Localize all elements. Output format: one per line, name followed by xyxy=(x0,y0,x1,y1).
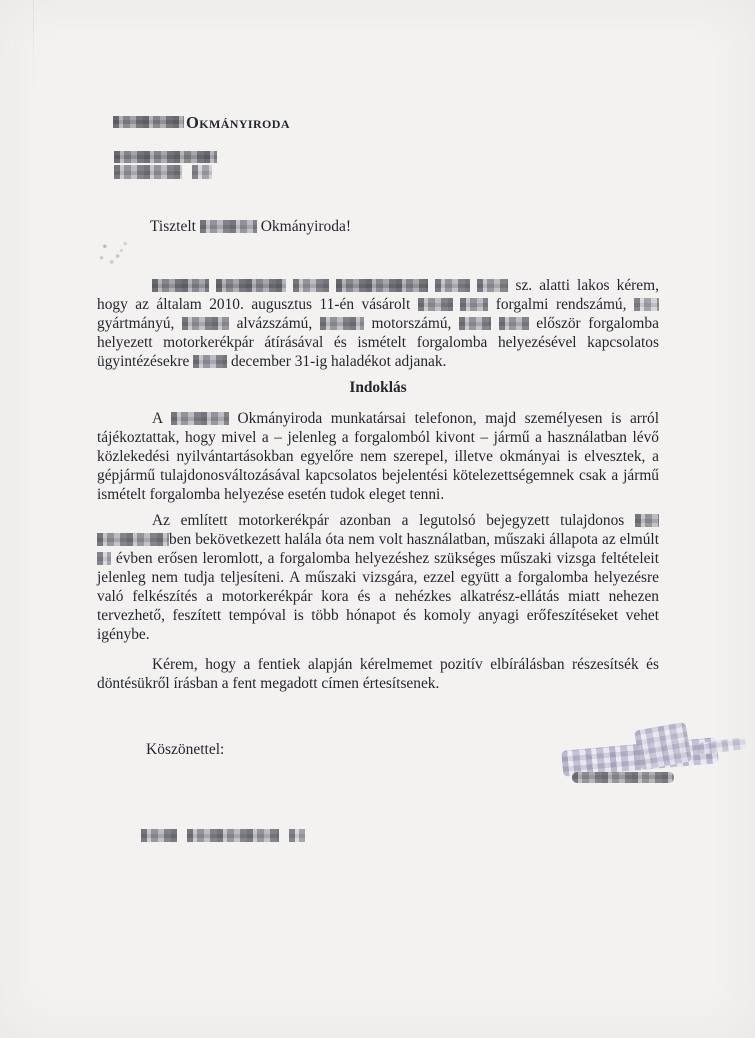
redacted-engine-number xyxy=(320,317,364,330)
redacted-office-name xyxy=(200,220,257,233)
body-text: december 31-ig haladékot adjanak. xyxy=(231,353,447,370)
redacted-plate-number xyxy=(418,298,453,311)
redacted-address xyxy=(293,279,329,292)
body-text: gyártmányú, xyxy=(97,315,175,332)
redacted-address-line-1 xyxy=(114,151,217,163)
body-text: Az említett motorkerékpár azonban a legutolsó bejegyzett tulajdonos xyxy=(152,512,625,529)
redacted-make xyxy=(634,298,659,311)
redacted-owner-year xyxy=(97,533,169,546)
redacted-number xyxy=(97,552,111,565)
body-text: motorszámú, xyxy=(371,315,452,332)
redacted-date xyxy=(187,829,279,842)
closing-salutation: Köszönettel: xyxy=(146,741,225,758)
salutation xyxy=(150,218,351,236)
body-text: sz. alatti lakos kérem, hogy az általam 2010. augusztus 11-én vásárolt xyxy=(97,277,659,313)
body-text: A xyxy=(152,410,163,427)
body-text: forgalmi rendszámú, xyxy=(495,296,627,313)
redacted-year xyxy=(499,317,529,330)
redacted-office-name xyxy=(171,412,229,425)
body-text: ben bekövetkezett halála óta nem volt használatban, műszaki állapota az elmúlt xyxy=(169,531,659,548)
redacted-plate-number xyxy=(460,298,488,311)
body-text: alvázszámú, xyxy=(236,315,313,332)
paper-crease xyxy=(33,0,34,90)
redacted-address xyxy=(477,279,508,292)
redacted-office-prefix xyxy=(113,116,184,128)
body-text: Okmányiroda munkatársai telefonon, majd személyesen is arról tájékoztattak, hogy mivel a – jelenleg a forgalomból kivont – jármű a használatban lévő közlekedési nyilvántartásokban egyelőre nem szerepel, illetve okmányai is elvesztek, a gépjármű tulajdonosváltozásával kapcsolatos bejelentési kötelezettségemnek csak a jármű ismételt forgalomba helyezése esetén tudok eleget tenni. xyxy=(97,410,659,503)
paragraph-justification-1 xyxy=(97,409,659,504)
salutation-suffix: Okmányiroda! xyxy=(260,218,352,235)
paragraph-closing-request: Kérem, hogy a fentiek alapján kérelmemet pozitív elbírálásban részesítsék és döntésükről írásban a fent megadott címen értesítsenek. xyxy=(97,656,659,692)
pencil-smudge xyxy=(99,239,131,265)
paragraph-request xyxy=(97,276,659,371)
redacted-address-block xyxy=(114,165,182,179)
body-text: először forgalomba helyezett motorkerékpár átírásával és ismételt forgalomba helyezésével kapcsolatos ügyintézésekre xyxy=(97,315,659,370)
redacted-name xyxy=(216,279,286,292)
salutation-prefix: Tisztelt xyxy=(150,218,196,235)
redacted-address-line-2 xyxy=(114,165,212,179)
office-name: Okmányiroda xyxy=(186,113,290,132)
redacted-date-line xyxy=(141,829,305,842)
redacted-chassis-number xyxy=(182,317,229,330)
redacted-address-block xyxy=(192,165,212,179)
redacted-address xyxy=(435,279,470,292)
redacted-signer-name xyxy=(572,772,674,783)
redacted-year xyxy=(459,317,491,330)
section-heading: Indoklás xyxy=(349,379,407,396)
redacted-day xyxy=(289,829,305,842)
redacted-address xyxy=(336,279,428,292)
redacted-year xyxy=(193,355,227,368)
redacted-city xyxy=(141,829,177,842)
body-text: évben erősen leromlott, a forgalomba helyezéshez szükséges műszaki vizsga feltételeit jelenleg nem tudja teljesíteni. A műszaki vizsgára, ezzel együtt a forgalomba helyezésre való felkészítés a motorkerékpár kora és a nehézkes alkatrész-ellátás miatt nehezen tervezhető, feszített tempóval is több hónapot és komoly anyagi erőfeszítéseket vehet igénybe. xyxy=(97,550,659,643)
redacted-owner-name xyxy=(635,514,659,527)
letterhead xyxy=(113,113,290,133)
redacted-name xyxy=(152,279,209,292)
paragraph-justification-2 xyxy=(97,511,659,644)
